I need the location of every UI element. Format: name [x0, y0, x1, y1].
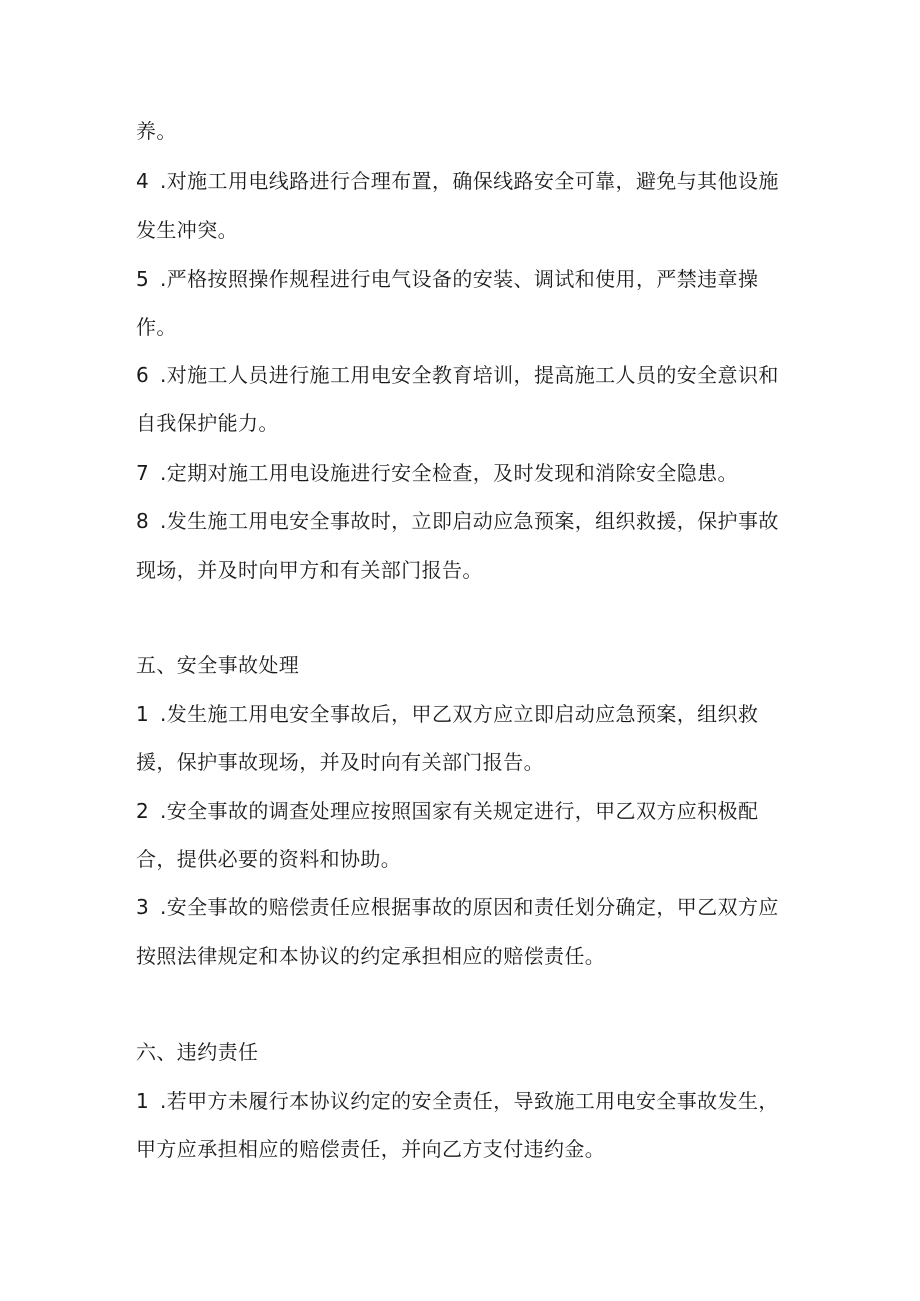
item-text: .发生施工用电安全事故后，甲乙双方应立即启动应急预案，组织救 [160, 702, 759, 726]
list-item-line [136, 894, 779, 920]
item-text: .定期对施工用电设施进行安全检查，及时发现和消除安全隐患。 [160, 461, 738, 485]
list-item-line [136, 362, 779, 388]
list-item-line: 发生冲突。 [136, 218, 238, 242]
item-text: .安全事故的赔偿责任应根据事故的原因和责任划分确定，甲乙双方应 [160, 895, 779, 919]
item-text: .若甲方未履行本协议约定的安全责任，导致施工用电安全事故发生， [160, 1089, 779, 1113]
item-text: .对施工人员进行施工用电安全教育培训，提高施工人员的安全意识和 [160, 363, 779, 387]
list-item-line [136, 798, 758, 824]
list-item-line [136, 460, 738, 486]
list-item-line [136, 1088, 779, 1114]
item-number: 8 [136, 509, 150, 533]
section-heading: 六、违约责任 [136, 1040, 259, 1064]
section-heading: 五、安全事故处理 [136, 653, 300, 677]
list-item-line: 援，保护事故现场，并及时向有关部门报告。 [136, 750, 544, 774]
continuation-text: 养。 [136, 119, 177, 143]
list-item-line: 自我保护能力。 [136, 411, 279, 435]
list-item-line [136, 701, 758, 727]
list-item-line: 合，提供必要的资料和协助。 [136, 847, 402, 871]
item-text: .安全事故的调查处理应按照国家有关规定进行，甲乙双方应积极配 [160, 799, 759, 823]
item-number: 2 [136, 799, 150, 823]
item-text: .发生施工用电安全事故时，立即启动应急预案，组织救援，保护事故 [160, 509, 779, 533]
item-number: 5 [136, 267, 150, 291]
list-item-line: 按照法律规定和本协议的约定承担相应的赔偿责任。 [136, 944, 606, 968]
list-item-line [136, 508, 779, 534]
item-number: 4 [136, 169, 150, 193]
item-number: 6 [136, 363, 150, 387]
item-text: .严格按照操作规程进行电气设备的安装、调试和使用，严禁违章操 [160, 267, 759, 291]
list-item-line: 甲方应承担相应的赔偿责任，并向乙方支付违约金。 [136, 1137, 606, 1161]
item-number: 1 [136, 702, 150, 726]
list-item-line: 作。 [136, 315, 177, 339]
item-number: 1 [136, 1089, 150, 1113]
list-item-line [136, 168, 779, 194]
item-number: 7 [136, 461, 150, 485]
list-item-line: 现场，并及时向甲方和有关部门报告。 [136, 558, 483, 582]
item-text: .对施工用电线路进行合理布置，确保线路安全可靠，避免与其他设施 [160, 169, 779, 193]
item-number: 3 [136, 895, 150, 919]
list-item-line [136, 266, 758, 292]
